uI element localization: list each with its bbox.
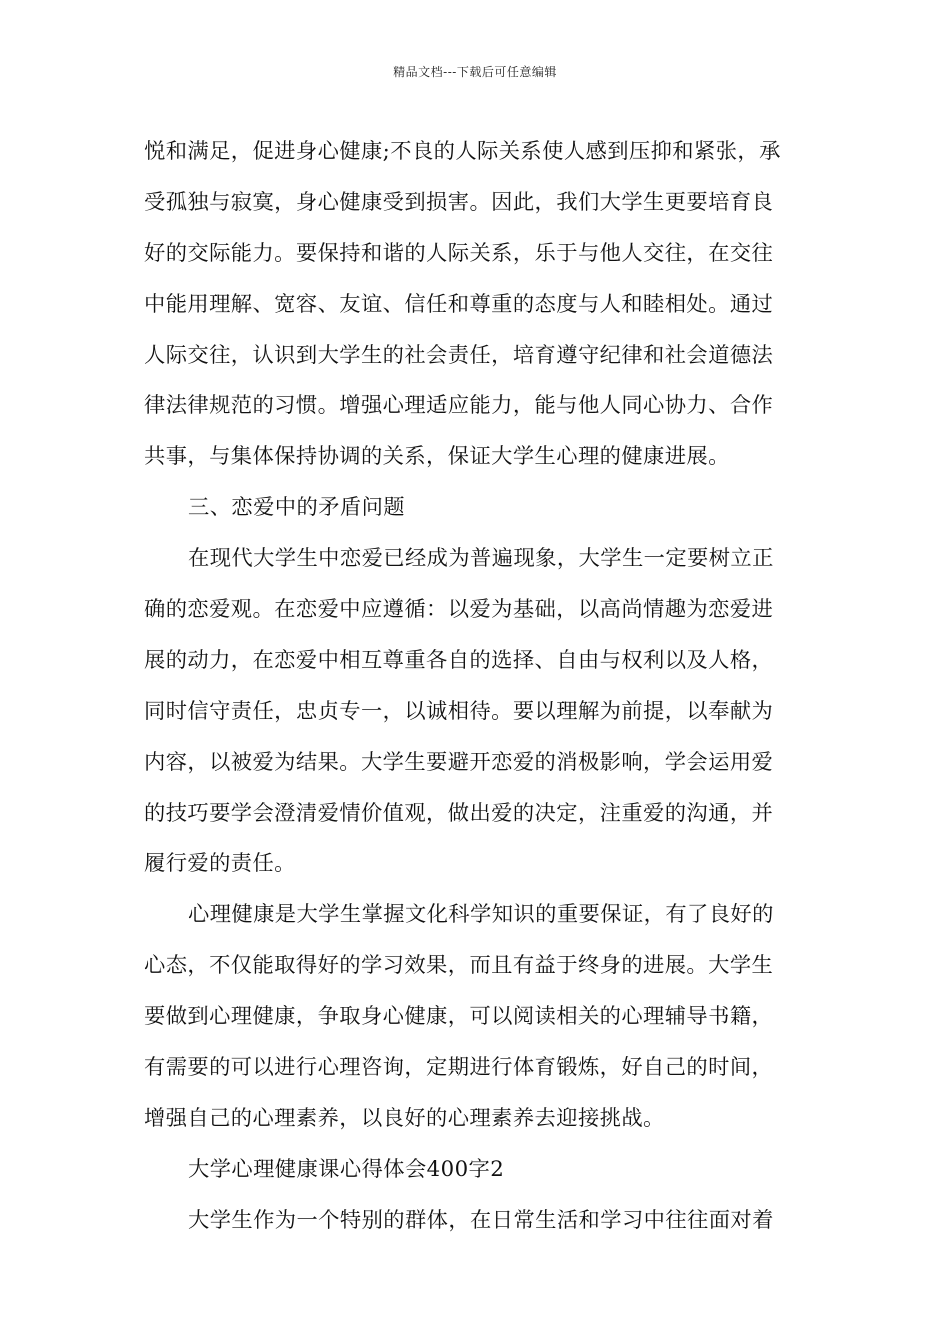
section-heading: 三、恋爱中的矛盾问题 [188, 495, 405, 521]
body-line: 确的恋爱观。在恋爱中应遵循：以爱为基础，以高尚情趣为恋爱进 [144, 597, 774, 623]
body-line: 中能用理解、宽容、友谊、信任和尊重的态度与人和睦相处。通过 [144, 291, 774, 317]
body-line: 受孤独与寂寞，身心健康受到损害。因此，我们大学生更要培育良 [144, 189, 774, 215]
body-line: 律法律规范的习惯。增强心理适应能力，能与他人同心协力、合作 [144, 393, 774, 419]
paragraph-first-line: 大学生作为一个特别的群体，在日常生活和学习中往往面对着 [188, 1207, 774, 1233]
paragraph-first-line: 心理健康是大学生掌握文化科学知识的重要保证，有了良好的 [188, 902, 774, 928]
body-line: 展的动力，在恋爱中相互尊重各自的选择、自由与权利以及人格， [144, 647, 774, 673]
body-line: 内容，以被爱为结果。大学生要避开恋爱的消极影响，学会运用爱 [144, 749, 774, 775]
body-line: 共事，与集体保持协调的关系，保证大学生心理的健康进展。 [144, 444, 730, 470]
body-line: 好的交际能力。要保持和谐的人际关系，乐于与他人交往，在交往 [144, 240, 774, 266]
section-heading: 大学心理健康课心得体会400字2 [188, 1156, 505, 1182]
body-line: 要做到心理健康，争取身心健康，可以阅读相关的心理辅导书籍， [144, 1004, 774, 1030]
body-line: 的技巧要学会澄清爱情价值观，做出爱的决定，注重爱的沟通，并 [144, 800, 774, 826]
document-body [144, 132, 808, 1252]
body-line: 人际交往，认识到大学生的社会责任，培育遵守纪律和社会道德法 [144, 342, 774, 368]
page-header: 精品文档---下载后可任意编辑 [393, 65, 557, 79]
body-line: 有需要的可以进行心理咨询，定期进行体育锻炼，好自己的时间， [144, 1055, 774, 1081]
body-line: 悦和满足，促进身心健康;不良的人际关系使人感到压抑和紧张，承 [144, 139, 781, 164]
body-line: 心态，不仅能取得好的学习效果，而且有益于终身的进展。大学生 [144, 953, 774, 979]
body-line: 增强自己的心理素养，以良好的心理素养去迎接挑战。 [144, 1105, 665, 1131]
paragraph-first-line: 在现代大学生中恋爱已经成为普遍现象，大学生一定要树立正 [188, 546, 774, 572]
body-line: 同时信守责任，忠贞专一，以诚相待。要以理解为前提，以奉献为 [144, 698, 774, 724]
body-line: 履行爱的责任。 [144, 851, 296, 877]
